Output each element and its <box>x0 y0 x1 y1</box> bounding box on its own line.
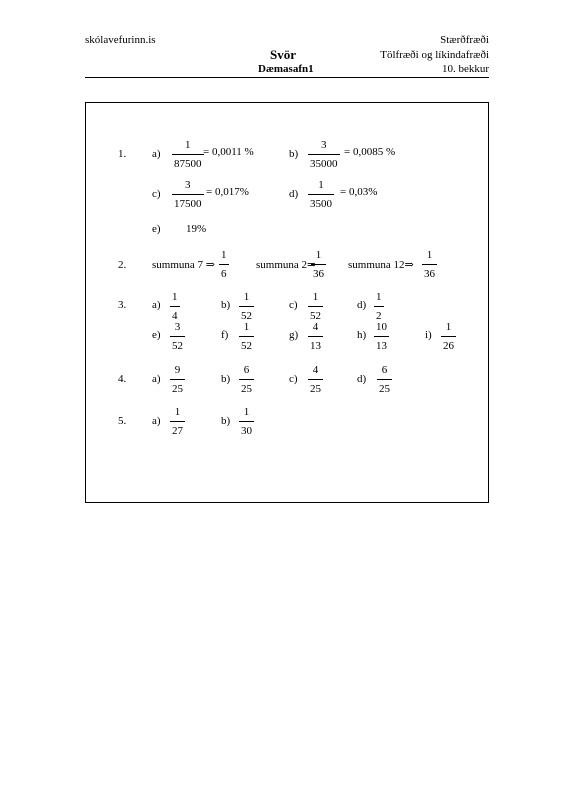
part-label: c) <box>289 373 298 385</box>
part-label: b) <box>221 299 231 311</box>
fraction <box>170 291 180 323</box>
denominator: 17500 <box>174 198 202 210</box>
denominator: 13 <box>376 340 387 352</box>
set-label: Dæmasafn1 <box>258 63 314 75</box>
part-label: b) <box>221 415 231 427</box>
numerator: 1 <box>376 291 382 303</box>
header-rule <box>85 77 489 78</box>
grade-label: 10. bekkur <box>441 63 489 75</box>
part-label: a) <box>152 148 161 160</box>
part-label: a) <box>152 415 161 427</box>
denominator: 6 <box>221 268 227 280</box>
denominator: 4 <box>172 310 178 322</box>
fraction <box>239 406 254 438</box>
fraction <box>308 321 323 353</box>
numerator: 1 <box>243 406 250 418</box>
sum-label: summuna 2⇒ <box>256 259 317 271</box>
part-label: b) <box>221 373 231 385</box>
numerator: 1 <box>318 179 324 191</box>
denominator: 35000 <box>310 158 338 170</box>
question-number: 2. <box>118 259 127 271</box>
result: = 0,0085 % <box>344 146 396 158</box>
result: = 0,0011 % <box>203 146 254 158</box>
denominator: 52 <box>172 340 183 352</box>
fraction <box>172 179 204 211</box>
part-label: d) <box>289 188 299 200</box>
fraction <box>239 321 254 353</box>
part-label: i) <box>425 329 432 341</box>
denominator: 27 <box>172 425 183 437</box>
denominator: 87500 <box>174 158 202 170</box>
denominator: 52 <box>310 310 321 322</box>
part-label: g) <box>289 329 299 341</box>
fraction <box>311 249 326 281</box>
fraction <box>239 364 254 396</box>
part-label: b) <box>289 148 299 160</box>
fraction <box>422 249 437 281</box>
denominator: 36 <box>424 268 435 280</box>
numerator: 1 <box>172 291 178 303</box>
fraction <box>308 291 323 323</box>
subject-label: Stærðfræði <box>440 34 489 46</box>
result: = 0,017% <box>206 186 249 198</box>
question-number: 4. <box>118 373 127 385</box>
numerator: 3 <box>174 321 181 333</box>
fraction <box>239 291 254 323</box>
numerator: 1 <box>185 139 191 151</box>
numerator: 3 <box>185 179 191 191</box>
sum-label: summuna 12⇒ <box>348 259 414 271</box>
denominator: 25 <box>310 383 321 395</box>
numerator: 1 <box>174 406 181 418</box>
numerator: 1 <box>221 249 227 261</box>
fraction <box>374 321 389 353</box>
fraction <box>374 291 384 323</box>
question-number: 3. <box>118 299 127 311</box>
fraction <box>172 139 204 171</box>
topic-label: Tölfræði og líkindafræði <box>380 49 489 61</box>
fraction <box>308 179 334 211</box>
part-label: c) <box>289 299 298 311</box>
denominator: 52 <box>241 340 252 352</box>
denominator: 25 <box>172 383 183 395</box>
numerator: 1 <box>445 321 452 333</box>
result: 19% <box>186 223 207 235</box>
denominator: 25 <box>379 383 390 395</box>
denominator: 3500 <box>310 198 332 210</box>
part-label: e) <box>152 223 161 235</box>
fraction <box>308 364 323 396</box>
numerator: 9 <box>174 364 181 376</box>
part-label: d) <box>357 373 367 385</box>
numerator: 1 <box>312 291 319 303</box>
denominator: 30 <box>241 425 252 437</box>
fraction <box>441 321 456 353</box>
numerator: 6 <box>243 364 250 376</box>
numerator: 1 <box>243 321 250 333</box>
question-number: 1. <box>118 148 127 160</box>
fraction <box>170 406 185 438</box>
fraction <box>170 321 185 353</box>
question-number: 5. <box>118 415 127 427</box>
numerator: 1 <box>243 291 250 303</box>
numerator: 1 <box>426 249 433 261</box>
part-label: f) <box>221 329 229 341</box>
part-label: a) <box>152 373 161 385</box>
part-label: d) <box>357 299 367 311</box>
sum-label: summuna 7 ⇒ <box>152 259 215 271</box>
numerator: 1 <box>315 249 322 261</box>
site-name: skólavefurinn.is <box>85 34 156 46</box>
fraction <box>308 139 340 171</box>
denominator: 26 <box>443 340 454 352</box>
denominator: 13 <box>310 340 321 352</box>
denominator: 25 <box>241 383 252 395</box>
answer-box <box>85 102 489 503</box>
numerator: 3 <box>321 139 327 151</box>
numerator: 6 <box>381 364 388 376</box>
numerator: 4 <box>312 321 319 333</box>
part-label: c) <box>152 188 161 200</box>
part-label: h) <box>357 329 367 341</box>
fraction <box>219 249 229 281</box>
result: = 0,03% <box>340 186 378 198</box>
page-title: Svör <box>270 47 296 62</box>
fraction <box>170 364 185 396</box>
numerator: 4 <box>312 364 319 376</box>
denominator: 2 <box>376 310 382 322</box>
part-label: e) <box>152 329 161 341</box>
denominator: 36 <box>313 268 324 280</box>
denominator: 52 <box>241 310 252 322</box>
numerator: 10 <box>376 321 387 333</box>
part-label: a) <box>152 299 161 311</box>
fraction <box>377 364 392 396</box>
